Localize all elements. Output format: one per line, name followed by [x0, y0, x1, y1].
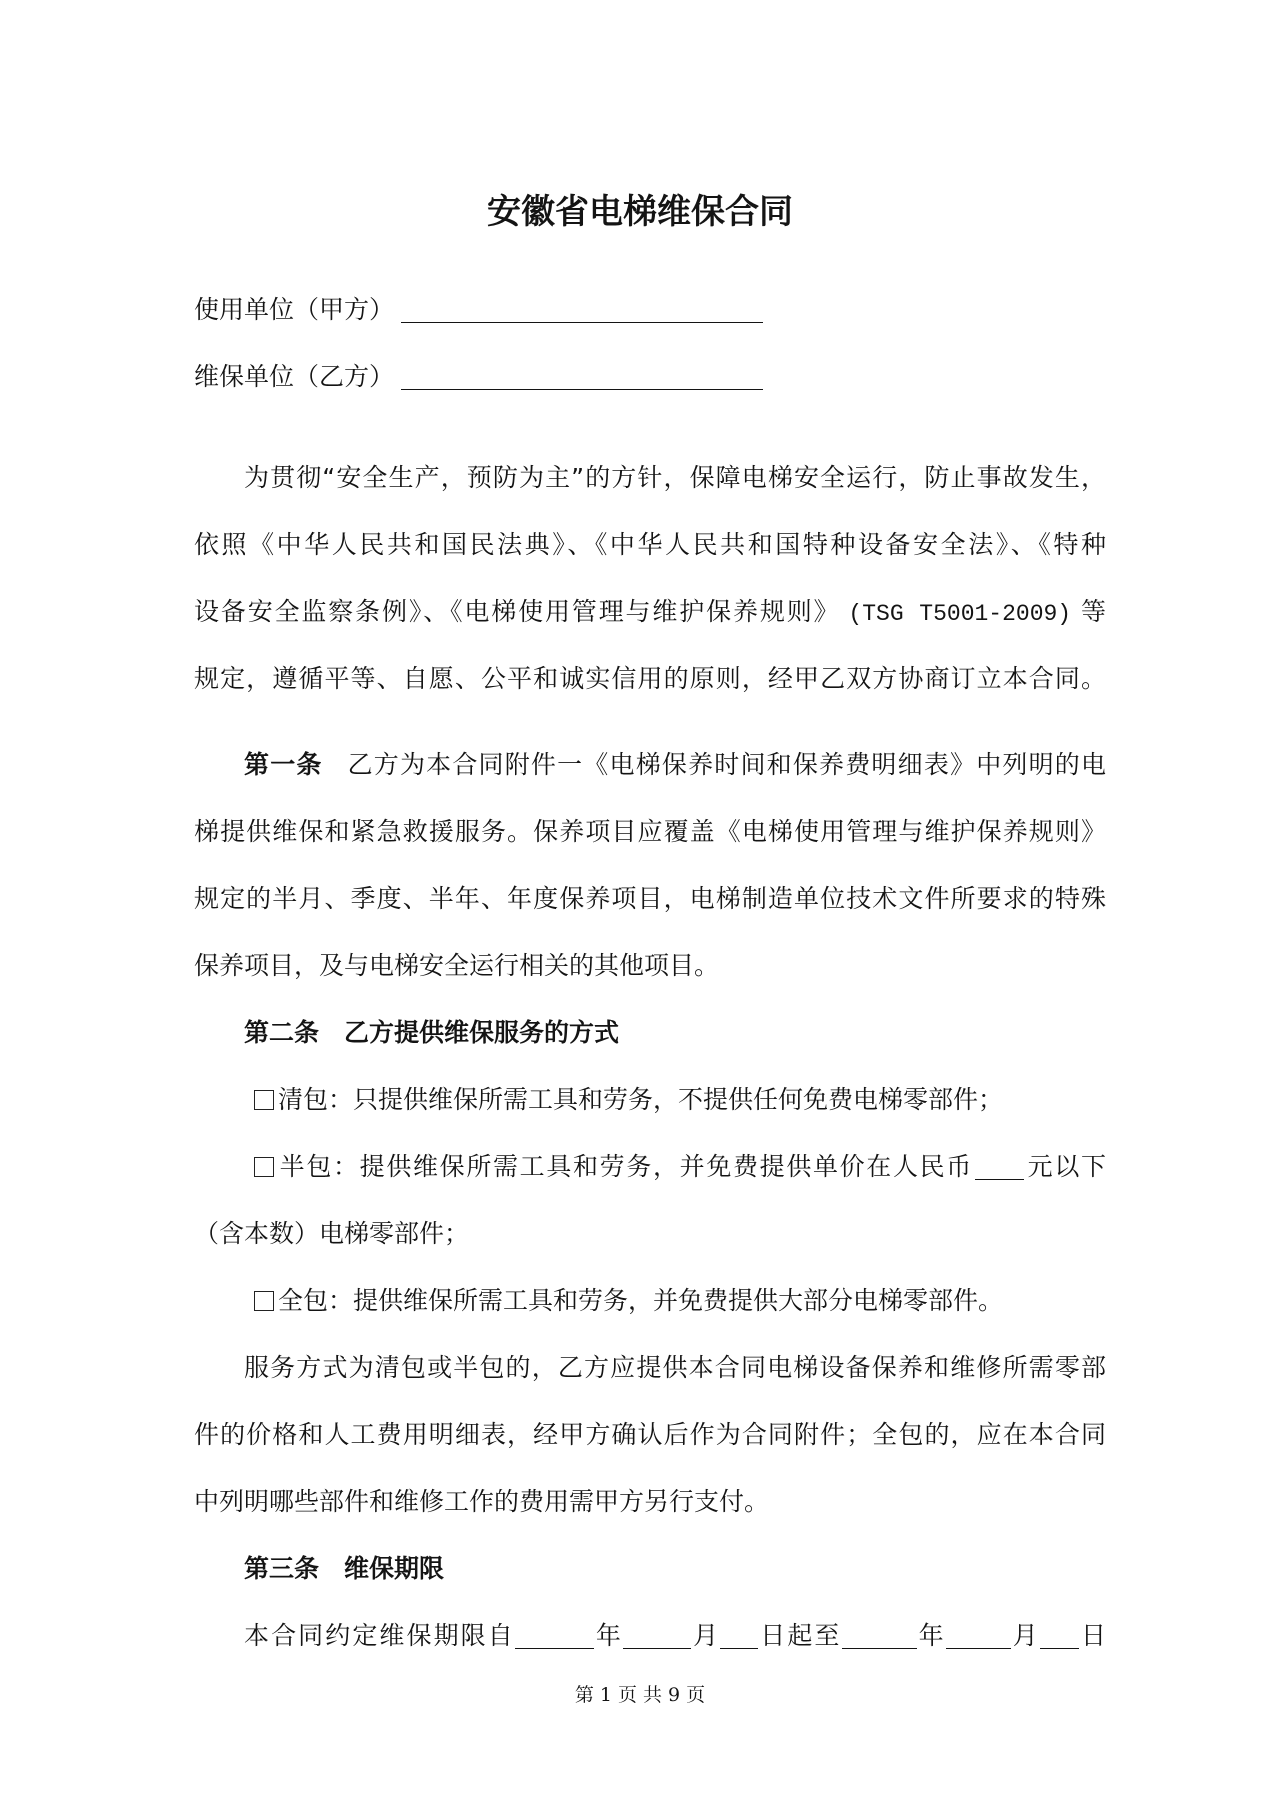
article-line: 梯提供维保和紧急救援服务。保养项目应覆盖《电梯使用管理与维护保养规则》: [194, 817, 1106, 846]
article-3: [194, 1535, 1106, 1669]
article-line: 中列明哪些部件和维修工作的费用需甲方另行支付。: [194, 1487, 770, 1516]
option-text: 元以下: [1025, 1152, 1106, 1181]
option-continuation: （含本数）电梯零部件；: [194, 1219, 470, 1248]
article-line: 件的价格和人工费用明细表，经甲方确认后作为合同附件；全包的，应在本合同: [194, 1420, 1106, 1449]
party-b-blank: [401, 364, 763, 390]
preamble: [194, 444, 1106, 712]
end-day-blank: [1040, 1623, 1079, 1649]
party-b-field: [194, 343, 1106, 410]
article-1: [194, 731, 1106, 999]
term-line: [194, 1602, 1106, 1669]
article-2-title: 乙方提供维保服务的方式: [344, 1018, 620, 1047]
option-text: 全包：提供维保所需工具和劳务，并免费提供大部分电梯零部件。: [278, 1286, 1004, 1315]
preamble-line: 为贯彻“安全生产，预防为主”的方针，保障电梯安全运行，防止事故发生，: [244, 463, 1106, 492]
price-blank: [975, 1154, 1024, 1180]
preamble-line: 依照《中华人民共和国民法典》、《中华人民共和国特种设备安全法》、《特种: [194, 530, 1106, 559]
term-text: 本合同约定维保期限自: [244, 1621, 515, 1650]
article-2-heading: [194, 999, 1106, 1066]
standard-code: (TSG T5001-2009): [848, 601, 1072, 627]
option-quanbao: [194, 1267, 1106, 1334]
article-line: 规定的半月、季度、半年、年度保养项目，电梯制造单位技术文件所要求的特殊: [194, 884, 1106, 913]
party-b-label: 维保单位（乙方）: [194, 362, 395, 391]
article-line: 服务方式为清包或半包的，乙方应提供本合同电梯设备保养和维修所需零部: [244, 1353, 1106, 1382]
article-text: 乙方为本合同附件一《电梯保养时间和保养费明细表》中列明的电: [347, 750, 1106, 779]
party-a-field: [194, 276, 1106, 343]
party-a-label: 使用单位（甲方）: [194, 295, 395, 324]
preamble-line: 规定，遵循平等、自愿、公平和诚实信用的原则，经甲乙双方协商订立本合同。: [194, 664, 1106, 693]
option-banbao: [194, 1133, 1106, 1200]
start-year-blank: [515, 1623, 594, 1649]
preamble-text: 等: [1079, 597, 1106, 626]
checkbox-icon: [254, 1291, 274, 1311]
checkbox-icon: [254, 1157, 274, 1177]
end-year-blank: [842, 1623, 917, 1649]
article-3-heading: [194, 1535, 1106, 1602]
option-text: 半包：提供维保所需工具和劳务，并免费提供单价在人民币: [278, 1152, 973, 1181]
article-2: [194, 999, 1106, 1535]
preamble-line: [194, 578, 1106, 645]
article-2-label: 第二条: [244, 1018, 320, 1047]
term-text: 日: [1078, 1621, 1106, 1650]
term-text: 月: [1010, 1621, 1040, 1650]
term-text: 月: [691, 1621, 721, 1650]
document-title: 安徽省电梯维保合同: [487, 192, 793, 232]
article-line: [194, 731, 1106, 798]
term-text: 年: [593, 1621, 623, 1650]
term-text: 年: [916, 1621, 946, 1650]
end-month-blank: [946, 1623, 1011, 1649]
start-day-blank: [720, 1623, 758, 1649]
option-text: 清包：只提供维保所需工具和劳务，不提供任何免费电梯零部件；: [278, 1085, 1004, 1114]
article-3-title: 维保期限: [344, 1554, 445, 1583]
article-line: 保养项目，及与电梯安全运行相关的其他项目。: [194, 951, 720, 980]
page-number-footer: 第 1 页 共 9 页: [574, 1684, 706, 1706]
preamble-text: 设备安全监察条例》、《电梯使用管理与维护保养规则》: [194, 597, 841, 626]
party-a-blank: [401, 297, 763, 323]
contract-body: [194, 276, 1106, 1669]
article-1-label: 第一条: [244, 750, 323, 779]
option-qingbao: [194, 1066, 1106, 1133]
start-month-blank: [623, 1623, 691, 1649]
article-3-label: 第三条: [244, 1554, 320, 1583]
checkbox-icon: [254, 1090, 274, 1110]
term-text: 日起至: [758, 1621, 842, 1650]
